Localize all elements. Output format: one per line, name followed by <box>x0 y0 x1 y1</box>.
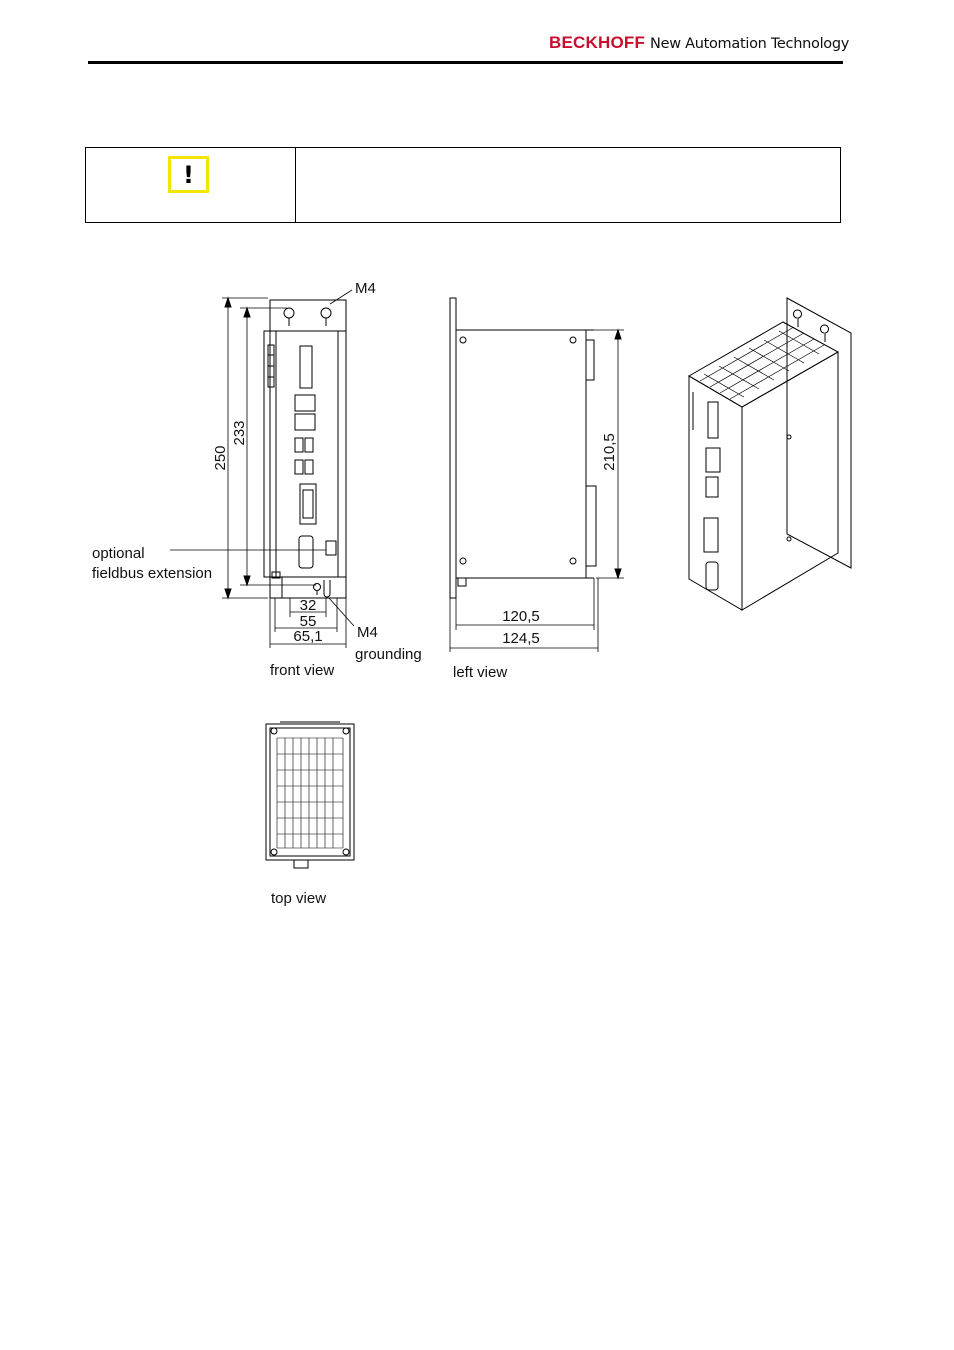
dim-124-5: 124,5 <box>502 630 540 647</box>
front-view-drawing <box>170 290 354 648</box>
exclamation-warning-icon: ! <box>168 156 209 193</box>
dim-55: 55 <box>299 613 317 630</box>
dim-233: 233 <box>231 420 248 446</box>
label-m4-bottom: M4 <box>357 624 378 641</box>
dim-210-5: 210,5 <box>601 433 618 471</box>
left-view-drawing <box>450 298 624 652</box>
label-m4-top: M4 <box>355 280 376 297</box>
label-fieldbus-extension: fieldbus extension <box>92 565 213 582</box>
label-grounding: grounding <box>355 646 422 663</box>
brand-tagline: New Automation Technology <box>650 36 850 52</box>
dim-65-1: 65,1 <box>293 628 323 645</box>
dim-32: 32 <box>299 597 317 614</box>
caption-front-view: front view <box>270 662 335 679</box>
isometric-view-drawing <box>689 298 851 610</box>
caption-left-view: left view <box>453 664 508 681</box>
brand-name: BECKHOFF <box>549 33 646 52</box>
dim-120-5: 120,5 <box>502 608 540 625</box>
label-optional: optional <box>92 545 145 562</box>
top-view-drawing <box>266 722 354 868</box>
dim-250: 250 <box>212 445 229 471</box>
caption-top-view: top view <box>271 890 327 907</box>
